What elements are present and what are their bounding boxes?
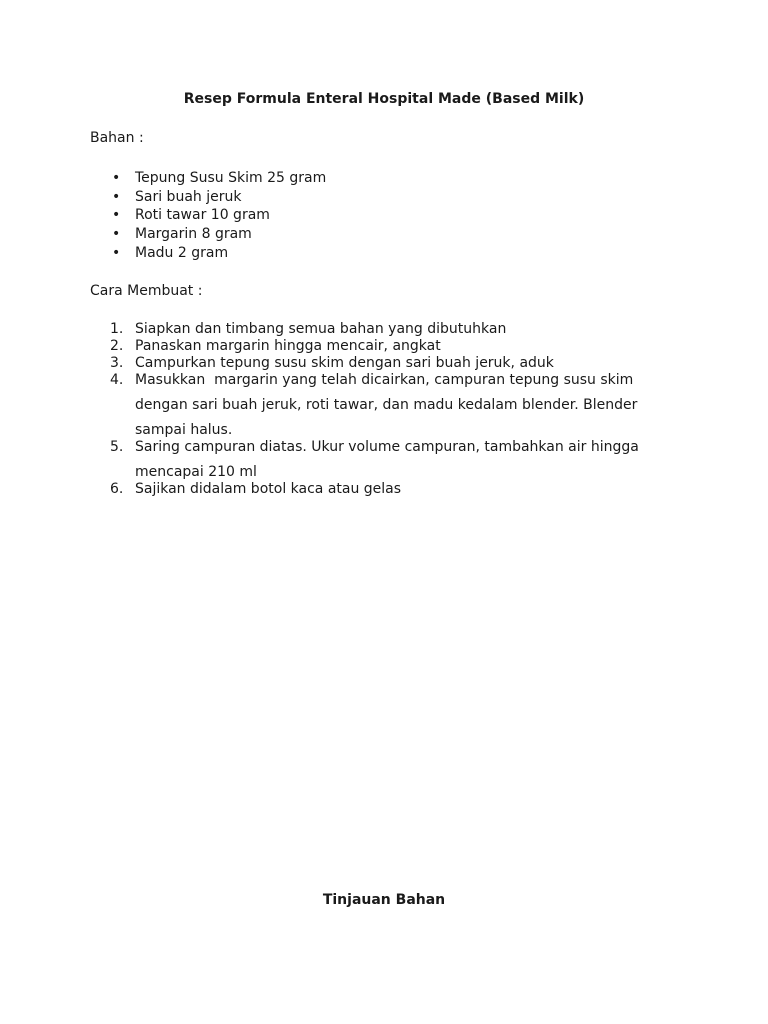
- step-item: [90, 481, 650, 498]
- list-item: • Tepung Susu Skim 25 gram: [90, 169, 326, 188]
- steps-list: [90, 321, 650, 498]
- step-item: [90, 355, 650, 372]
- step-text: Siapkan dan timbang semua bahan yang dibutuhkan: [135, 321, 507, 337]
- step-item: [90, 321, 650, 338]
- list-item: • Roti tawar 10 gram: [90, 206, 326, 225]
- step-text-continued: sampai halus.: [135, 422, 233, 438]
- list-item: • Margarin 8 gram: [90, 225, 326, 244]
- step-item: [90, 338, 650, 355]
- step-number: 4.: [110, 372, 124, 388]
- step-text: Sajikan didalam botol kaca atau gelas: [135, 481, 402, 497]
- step-number: 6.: [110, 481, 124, 497]
- ingredients-list: [90, 169, 326, 262]
- list-item: • Madu 2 gram: [90, 244, 326, 263]
- step-number: 5.: [110, 439, 124, 455]
- list-item: • Sari buah jeruk: [90, 188, 326, 207]
- step-item: [90, 439, 650, 481]
- step-text: Campurkan tepung susu skim dengan sari buah jeruk, aduk: [135, 355, 554, 371]
- cara-membuat-label: Cara Membuat :: [90, 283, 203, 299]
- section-title: Tinjauan Bahan: [322, 892, 446, 908]
- document-title: Resep Formula Enteral Hospital Made (Based Milk): [183, 91, 585, 107]
- step-text: Saring campuran diatas. Ukur volume campuran, tambahkan air hingga: [135, 439, 639, 455]
- step-number: 2.: [110, 338, 124, 354]
- step-text: Masukkan margarin yang telah dicairkan, campuran tepung susu skim: [135, 372, 634, 388]
- step-text-continued: mencapai 210 ml: [135, 464, 257, 480]
- step-item: [90, 372, 650, 439]
- step-text: Panaskan margarin hingga mencair, angkat: [135, 338, 441, 354]
- bahan-label: Bahan :: [90, 130, 144, 146]
- step-number: 1.: [110, 321, 124, 337]
- step-number: 3.: [110, 355, 124, 371]
- step-text-continued: dengan sari buah jeruk, roti tawar, dan madu kedalam blender. Blender: [135, 397, 638, 413]
